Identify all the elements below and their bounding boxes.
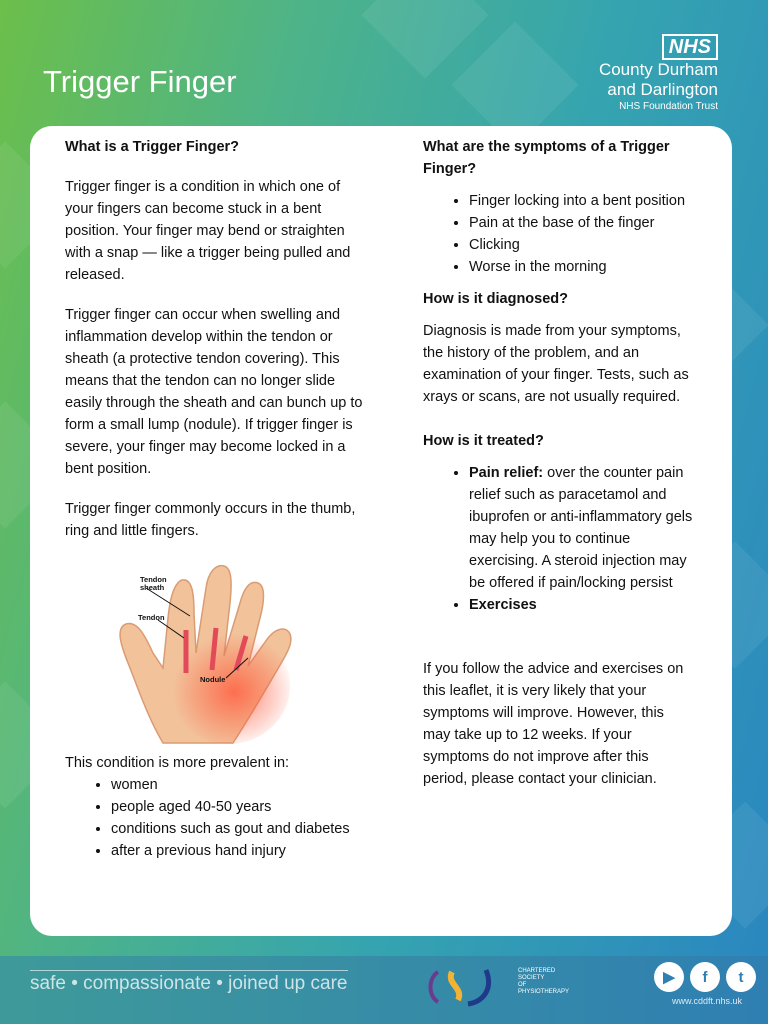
label-tendon-sheath: Tendon [140,575,167,584]
label-nodule: Nodule [200,675,226,684]
list-item: • Finger locking into a bent position [469,190,693,212]
symptoms-list [423,190,693,278]
csp-wordmark: CHARTERED SOCIETY OF PHYSIOTHERAPY [518,968,570,995]
facebook-icon[interactable]: f [690,962,720,992]
list-item: • Clicking [469,234,693,256]
list-item: • people aged 40-50 years [111,796,365,818]
list-item: • Exercises [469,594,693,616]
treatment-list [423,462,693,616]
left-column [65,136,365,542]
list-item [469,462,693,594]
right-column [423,136,693,790]
pain-relief-text: over the counter pain relief such as paracetamol and ibuprofen or anti-inflammatory gels may help you to continue exercising. A steroid injection may be offered if pain/locking persist [469,465,693,591]
trust-name-line3: NHS Foundation Trust [619,101,718,112]
trust-name-line2: and Darlington [607,80,718,99]
nhs-badge: NHS [662,34,718,60]
treated-heading: How is it treated? [423,433,544,449]
symptoms-heading: What are the symptoms of a Trigger Finger? [423,139,670,177]
page-title: Trigger Finger [43,64,237,99]
csp-logo-icon [428,964,518,1008]
label-tendon: Tendon [138,613,165,622]
what-is-paragraph: Trigger finger is a condition in which one of your fingers can become stuck in a bent position. Your finger may bend or straighten with a snap — like a trigger being pulled and released. [65,179,351,283]
content-card [30,126,732,936]
website-url[interactable]: www.cddft.nhs.uk [672,996,743,1006]
pain-relief-label: Pain relief: [469,465,544,481]
diagnosed-paragraph: Diagnosis is made from your symptoms, the history of the problem, and an examination of your finger. Tests, such as xrays or scans, are not usually required. [423,323,689,405]
list-item: • women [111,774,365,796]
list-item: • Worse in the morning [469,256,693,278]
hand-diagram [108,558,313,748]
common-paragraph: Trigger finger commonly occurs in the thumb, ring and little fingers. [65,501,356,539]
twitter-icon[interactable]: t [726,962,756,992]
csp-logo [428,964,578,1008]
svg-text:sheath: sheath [140,583,165,592]
nhs-logo [599,34,718,113]
slogan: safe • compassionate • joined up care [30,970,348,995]
cause-paragraph: Trigger finger can occur when swelling and inflammation develop within the tendon or sheath (a protective tendon covering). This means that the tendon can no longer slide easily through the sheath and can bunch up to form a small lump (nodule). If trigger finger is severe, your finger may become locked in a bent position. [65,307,363,477]
list-item: • Pain at the base of the finger [469,212,693,234]
diagnosed-heading: How is it diagnosed? [423,291,569,307]
list-item: • after a previous hand injury [111,840,365,862]
social-links [654,962,756,992]
list-item: • conditions such as gout and diabetes [111,818,365,840]
what-is-heading: What is a Trigger Finger? [65,139,240,155]
trust-name-line1: County Durham [598,60,718,79]
prevalence-section [65,752,365,862]
prevalence-list [65,774,365,862]
footer [0,956,768,1024]
prevalence-heading: This condition is more prevalent in: [65,755,290,771]
youtube-icon[interactable]: ▶ [654,962,684,992]
closing-paragraph: If you follow the advice and exercises on this leaflet, it is very likely that your symptoms will improve. However, this may take up to 12 weeks. If your symptoms do not improve after this period, please contact your clinician. [423,661,684,787]
